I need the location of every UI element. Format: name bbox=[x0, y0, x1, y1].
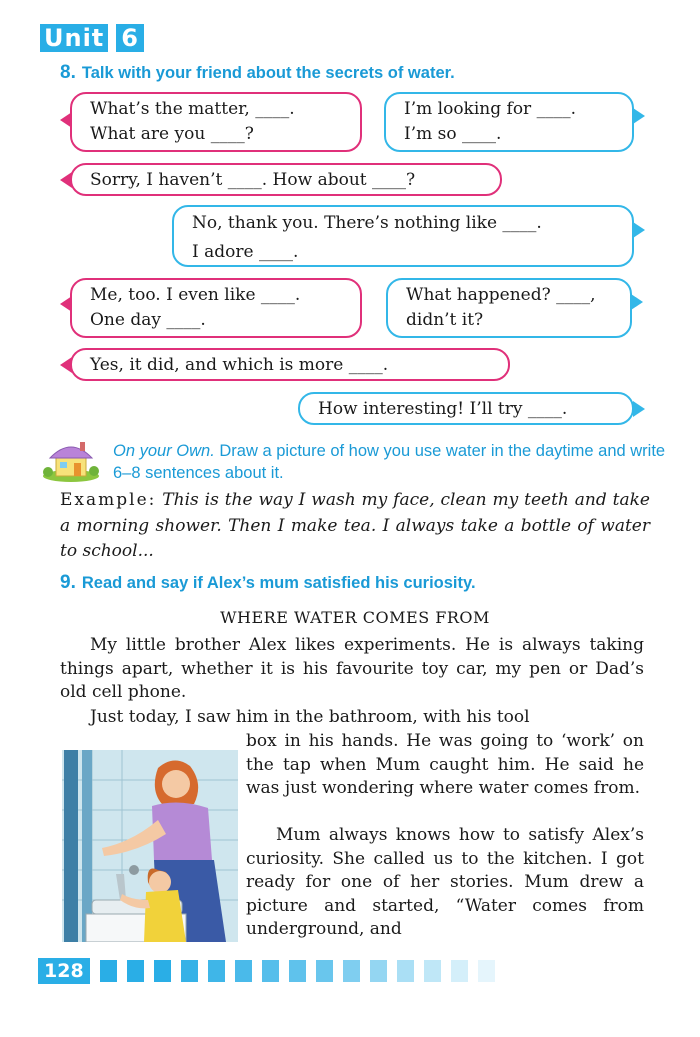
task-8-heading bbox=[60, 62, 455, 84]
speech-bubble-7 bbox=[70, 348, 510, 381]
footer-square bbox=[343, 960, 360, 982]
bubble-line: What happened? ____, bbox=[406, 285, 596, 305]
footer-square bbox=[424, 960, 441, 982]
story-paragraph-2-first-line: Just today, I saw him in the bathroom, with his tool bbox=[90, 707, 530, 727]
bubble-tail bbox=[60, 172, 72, 188]
bubble-tail bbox=[60, 357, 72, 373]
bubble-line: What’s the matter, ____. bbox=[90, 99, 295, 119]
footer-square bbox=[235, 960, 252, 982]
mum-and-boy-illustration bbox=[62, 750, 238, 942]
footer-square bbox=[181, 960, 198, 982]
footer-square bbox=[478, 960, 495, 982]
bubble-line: didn’t it? bbox=[406, 310, 484, 330]
page-number: 128 bbox=[38, 958, 90, 984]
on-your-own-text: Draw a picture of how you use water in the daytime and write 6–8 sentences about it. bbox=[113, 442, 666, 482]
house-icon bbox=[40, 438, 102, 482]
bubble-tail bbox=[631, 294, 643, 310]
speech-bubble-8 bbox=[298, 392, 634, 425]
bubble-tail bbox=[60, 112, 72, 128]
story-title: WHERE WATER COMES FROM bbox=[220, 608, 490, 627]
speech-bubble-4 bbox=[172, 205, 634, 267]
bubble-line: Sorry, I haven’t ____. How about ____? bbox=[90, 170, 416, 190]
task-number: 9. bbox=[60, 572, 76, 593]
footer-square bbox=[289, 960, 306, 982]
footer-decoration bbox=[100, 960, 495, 982]
bubble-line: Yes, it did, and which is more ____. bbox=[90, 355, 389, 375]
story-paragraph-2-rest: box in his hands. He was going to ‘work’ on the tap when Mum caught him. He said he was just wondering where water comes from. bbox=[246, 731, 644, 798]
speech-bubble-5 bbox=[70, 278, 362, 338]
bubble-tail bbox=[633, 108, 645, 124]
task-number: 8. bbox=[60, 62, 76, 83]
bubble-line: Me, too. I even like ____. bbox=[90, 285, 301, 305]
task-9-heading bbox=[60, 572, 476, 594]
story-paragraph-1: My little brother Alex likes experiments. He is always taking things apart, whether it is his favourite toy car, my pen or Dad’s old cell phone. bbox=[60, 635, 644, 702]
speech-bubble-1 bbox=[70, 92, 362, 152]
task-instruction: Read and say if Alex’s mum satisfied his curiosity. bbox=[81, 574, 476, 592]
story-paragraph-3: Mum always knows how to satisfy Alex’s curiosity. She called us to the kitchen. I got ready for one of her stories. Mum drew a picture and started, “Water comes from underground, and bbox=[246, 825, 644, 939]
bubble-line: I’m so ____. bbox=[404, 124, 502, 144]
footer-square bbox=[316, 960, 333, 982]
task-instruction: Talk with your friend about the secrets of water. bbox=[81, 64, 455, 82]
footer-square bbox=[154, 960, 171, 982]
footer-square bbox=[451, 960, 468, 982]
speech-bubble-2 bbox=[384, 92, 634, 152]
example-text: This is the way I wash my face, clean my teeth and take a morning shower. Then I make tea. I always take a bottle of water to school... bbox=[60, 490, 650, 561]
bubble-tail bbox=[633, 222, 645, 238]
footer-square bbox=[262, 960, 279, 982]
bubble-tail bbox=[60, 296, 72, 312]
example-paragraph bbox=[60, 488, 650, 565]
footer-square bbox=[100, 960, 117, 982]
unit-label: Unit bbox=[40, 24, 108, 52]
bubble-line: One day ____. bbox=[90, 310, 206, 330]
unit-number: 6 bbox=[116, 24, 144, 52]
on-your-own-title: On your Own. bbox=[113, 442, 215, 460]
speech-bubble-6 bbox=[386, 278, 632, 338]
example-label: Example: bbox=[60, 490, 157, 510]
footer-square bbox=[397, 960, 414, 982]
footer-square bbox=[370, 960, 387, 982]
bubble-line: How interesting! I’ll try ____. bbox=[318, 399, 568, 419]
bubble-line: What are you ____? bbox=[90, 124, 254, 144]
footer-square bbox=[127, 960, 144, 982]
speech-bubble-3 bbox=[70, 163, 502, 196]
bubble-line: I adore ____. bbox=[192, 242, 299, 262]
bubble-line: No, thank you. There’s nothing like ____. bbox=[192, 213, 542, 233]
footer-square bbox=[208, 960, 225, 982]
unit-badge bbox=[40, 24, 144, 52]
on-your-own-task bbox=[113, 440, 673, 484]
bubble-line: I’m looking for ____. bbox=[404, 99, 576, 119]
bubble-tail bbox=[633, 401, 645, 417]
page-footer bbox=[38, 958, 495, 984]
